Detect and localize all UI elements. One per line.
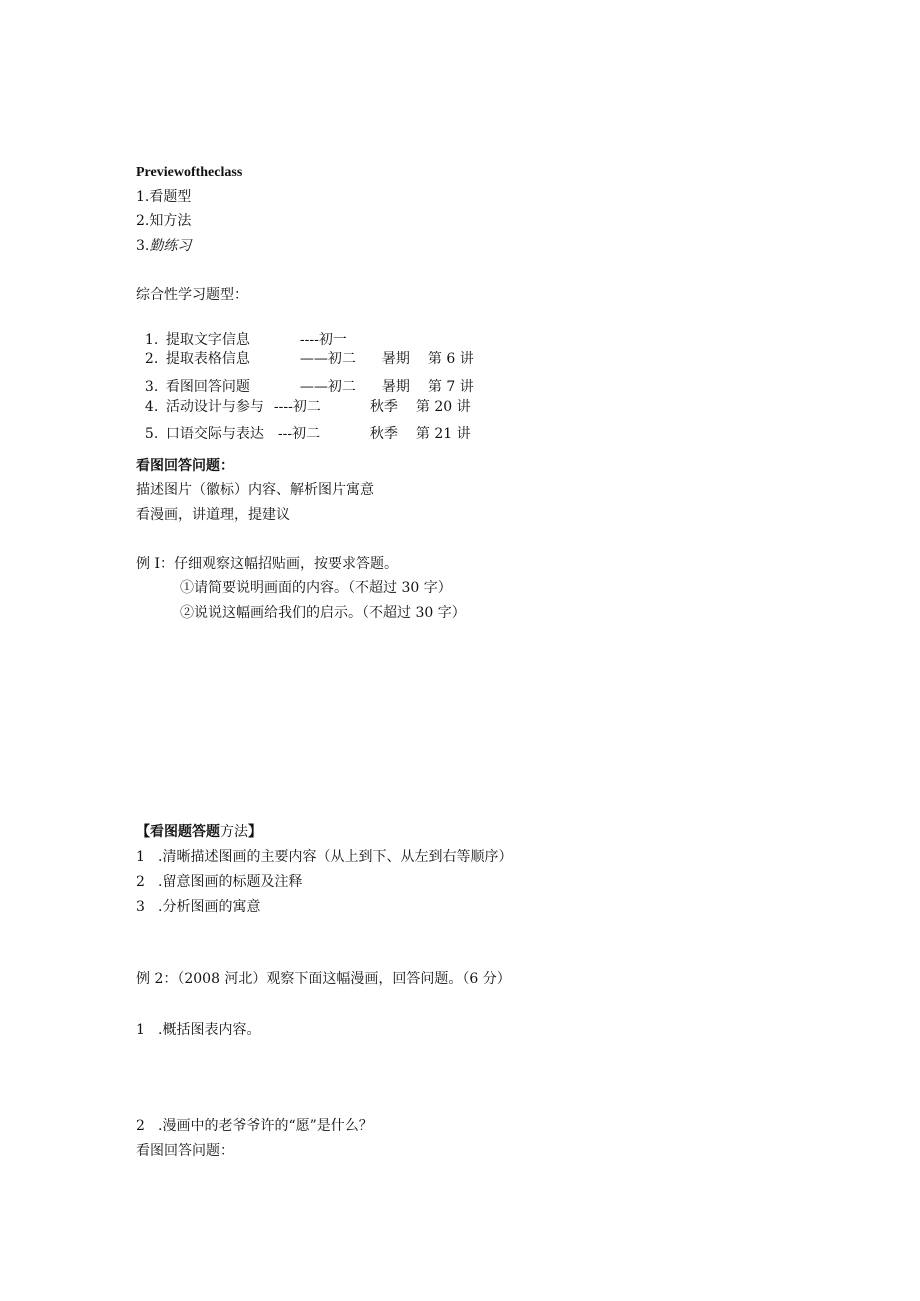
method-item-num: 2 (136, 874, 145, 890)
type-row-season: 秋季 (369, 426, 398, 442)
type-row-num: 2. (144, 351, 159, 367)
type-row-title: 提取表格信息 (165, 351, 250, 367)
method-item-text: .清晰描述图画的主要内容（从上到下、从左到右等顺序） (158, 849, 513, 865)
example1-question-1: ①请简要说明画面的内容。（不超过 30 字） (180, 580, 452, 596)
type-row-5 (136, 407, 471, 443)
example2-question-text: .漫画中的老爷爷许的“愿”是什么？ (158, 1118, 373, 1134)
method-item-2 (136, 873, 302, 891)
type-row-grade: ——初二 (299, 379, 356, 395)
picture-questions-line-2: 看漫画，讲道理，提建议 (136, 507, 290, 523)
example2-question-1 (136, 1021, 260, 1039)
type-row-lecture: 第 6 讲 (427, 351, 474, 367)
type-row-num: 3. (144, 379, 159, 395)
preview-item-2: 2.知方法 (136, 213, 192, 229)
type-row-num: 1. (144, 332, 159, 348)
method-heading-normal: 方法 (220, 824, 248, 840)
example1-title: 例 I：仔细观察这幅招贴画，按要求答题。 (136, 556, 398, 572)
method-item-num: 1 (136, 849, 145, 865)
type-row-title: 提取文字信息 (165, 332, 250, 348)
type-row-lecture: 第 7 讲 (427, 379, 474, 395)
example2-footer: 看图回答问题： (136, 1143, 234, 1159)
type-row-lecture: 第 21 讲 (415, 426, 471, 442)
method-heading (136, 823, 262, 841)
example2-question-num: 2 (136, 1118, 145, 1134)
preview-item-3-text: 勤练习 (149, 238, 192, 254)
type-row-title: 看图回答问题 (165, 379, 250, 395)
picture-questions-line-1: 描述图片（徽标）内容、解析图片寓意 (136, 482, 374, 498)
type-row-lecture: 第 20 讲 (415, 399, 471, 415)
method-item-1 (136, 848, 512, 866)
preview-heading: Previewoftheclass (136, 165, 243, 180)
example2-title: 例 2：（2008 河北）观察下面这幅漫画，回答问题。（6 分） (136, 971, 511, 987)
type-row-grade: ----初二 (273, 399, 321, 415)
picture-questions-heading: 看图回答问题： (136, 458, 234, 474)
types-heading: 综合性学习题型： (136, 287, 248, 303)
preview-item-3 (136, 237, 191, 255)
type-row-season: 暑期 (381, 379, 410, 395)
example2-question-num: 1 (136, 1022, 145, 1038)
method-item-text: .分析图画的寓意 (158, 899, 261, 915)
method-item-3 (136, 898, 260, 916)
type-row-num: 4. (144, 399, 159, 415)
preview-item-1: 1.看题型 (136, 189, 192, 205)
method-bracket-close: 】 (248, 824, 262, 840)
type-row-grade: ---初二 (277, 426, 321, 442)
method-item-num: 3 (136, 899, 145, 915)
type-row-grade: ——初二 (299, 351, 356, 367)
example2-question-2 (136, 1117, 373, 1135)
type-row-grade: ----初一 (299, 332, 347, 348)
type-row-season: 暑期 (381, 351, 410, 367)
method-item-text: .留意图画的标题及注释 (158, 874, 303, 890)
type-row-title: 活动设计与参与 (165, 399, 264, 415)
method-bracket-open: 【 (136, 824, 150, 840)
type-row-num: 5. (144, 426, 159, 442)
example2-question-text: .概括图表内容。 (158, 1022, 261, 1038)
example1-question-2: ②说说这幅画给我们的启示。（不超过 30 字） (180, 605, 466, 621)
type-row-title: 口语交际与表达 (165, 426, 264, 442)
method-heading-bold: 看图题答题 (150, 824, 220, 840)
preview-item-3-number: 3. (136, 238, 150, 254)
type-row-season: 秋季 (369, 399, 398, 415)
